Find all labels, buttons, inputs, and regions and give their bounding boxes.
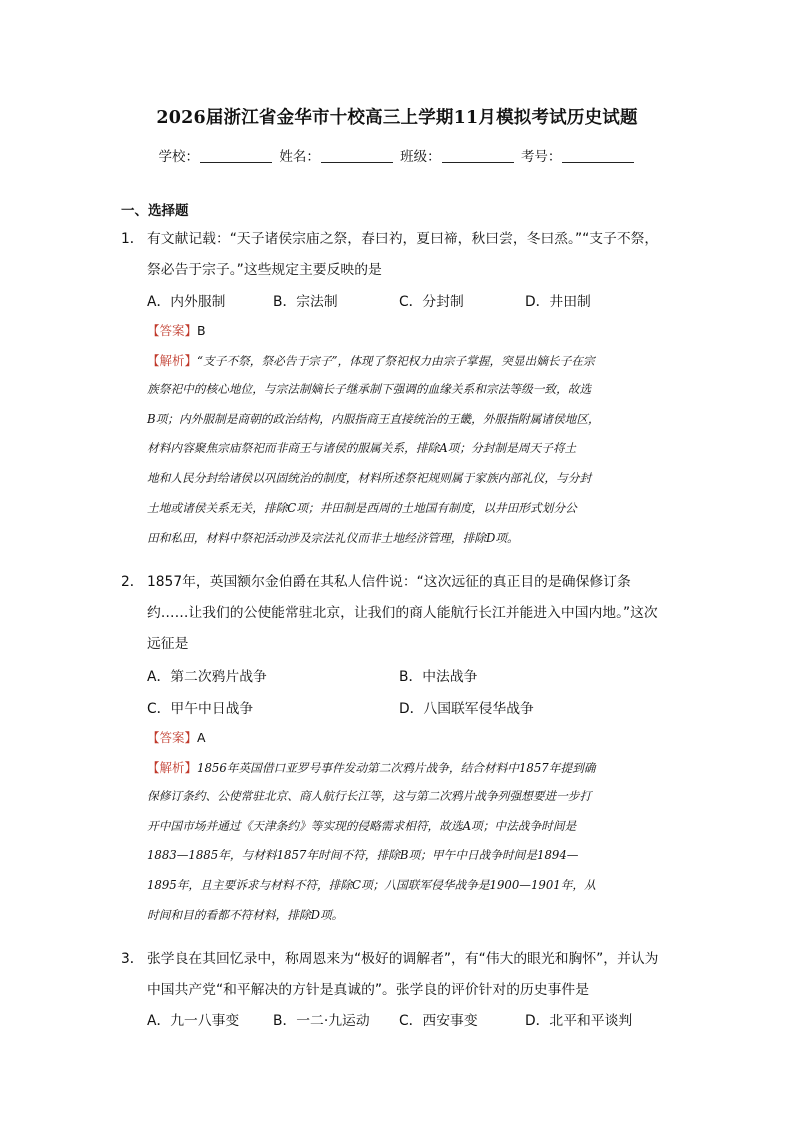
option-a: A．九一八事变: [147, 1013, 240, 1029]
question-number: 1．: [121, 231, 144, 247]
explanation-block: [147, 758, 681, 937]
explain-line: 材料内容聚焦宗庙祭祀而非商王与诸侯的服属关系，排除A项；分封制是周天子将土: [147, 441, 577, 456]
number-blank: [562, 149, 634, 163]
name-label: 姓名：: [279, 149, 320, 165]
question-number: 2．: [121, 574, 144, 590]
explain-line: 田和私田，材料中祭祀活动涉及宗法礼仪而非土地经济管理，排除D项。: [147, 530, 519, 545]
answer-value: B: [197, 323, 206, 338]
option-b: B．中法战争: [399, 669, 478, 685]
class-blank: [442, 149, 514, 163]
student-info-row: [0, 145, 794, 165]
name-blank: [321, 149, 393, 163]
explain-line: B项；内外服制是商朝的政治结构，内服指商王直接统治的王畿，外服指附属诸侯地区，: [147, 411, 600, 426]
explanation-block: [147, 351, 681, 560]
question-stem: [147, 567, 687, 660]
stem-line: 约……让我们的公使能常驻北京，让我们的商人能航行长江并能进入中国内地。”这次: [147, 605, 658, 621]
question-stem: [147, 224, 687, 286]
number-label: 考号：: [520, 149, 562, 165]
option-c: C．西安事变: [399, 1013, 478, 1029]
answer-line: [147, 321, 206, 339]
answer-value: A: [197, 730, 206, 745]
explain-tag: 【解析】: [147, 760, 198, 775]
explain-line: 族祭祀中的核心地位，与宗法制嫡长子继承制下强调的血缘关系和宗法等级一致，故选: [147, 381, 592, 396]
answer-tag: 【答案】: [147, 730, 198, 745]
exam-title: 2026届浙江省金华市十校高三上学期11月模拟考试历史试题: [156, 108, 638, 128]
question-stem: [147, 944, 687, 1006]
explain-tag: 【解析】: [147, 353, 198, 368]
stem-line: 远征是: [147, 636, 189, 652]
stem-line: 1857年，英国额尔金伯爵在其私人信件说：“这次远征的真正目的是确保修订条: [147, 574, 631, 590]
explain-line: 开中国市场并通过《天津条约》等实现的侵略需求相符，故选A项；中法战争时间是: [147, 818, 577, 833]
option-a: A．内外服制: [147, 294, 226, 310]
stem-line: 祭必告于宗子。”这些规定主要反映的是: [147, 262, 382, 278]
option-b: B．宗法制: [273, 294, 338, 310]
option-c: C．分封制: [399, 294, 464, 310]
explain-line: “支子不祭，祭必告于宗子”，体现了祭祀权力由宗子掌握，突显出嫡长子在宗: [197, 354, 595, 368]
stem-line: 张学良在其回忆录中，称周恩来为“极好的调解者”，有“伟大的眼光和胸怀”，并认为: [147, 951, 659, 967]
section-heading: 一、选择题: [121, 203, 189, 219]
class-label: 班级：: [400, 149, 441, 165]
explain-line: 1856年英国借口亚罗号事件发动第二次鸦片战争，结合材料中1857年提到确: [197, 761, 596, 775]
answer-line: [147, 728, 206, 746]
explain-line: 1895年，且主要诉求与材料不符，排除C项；八国联军侵华战争是1900—1901年，从: [147, 878, 596, 893]
stem-line: 有文献记载：“天子诸侯宗庙之祭，春曰礿，夏曰禘，秋曰尝，冬曰烝。”“支子不祭，: [147, 231, 659, 247]
stem-line: 中国共产党“和平解决的方针是真诚的”。张学良的评价针对的历史事件是: [147, 982, 589, 998]
explain-line: 保修订条约、公使常驻北京、商人航行长江等，这与第二次鸦片战争列强想要进一步打: [147, 788, 592, 803]
option-c: C．甲午中日战争: [147, 701, 254, 717]
explain-line: 1883—1885年，与材料1857年时间不符，排除B项；甲午中日战争时间是1894—: [147, 848, 579, 863]
question-number: 3．: [121, 951, 144, 967]
school-label: 学校：: [158, 149, 200, 165]
answer-tag: 【答案】: [147, 323, 198, 338]
school-blank: [200, 149, 272, 163]
option-a: A．第二次鸦片战争: [147, 669, 267, 685]
explain-line: 地和人民分封给诸侯以巩固统治的制度，材料所述祭祀规则属于家族内部礼仪，与分封: [147, 471, 592, 486]
option-d: D．北平和平谈判: [525, 1013, 633, 1029]
option-b: B．一二·九运动: [273, 1013, 370, 1029]
option-d: D．井田制: [525, 294, 591, 310]
explain-line: 土地或诸侯关系无关，排除C项；井田制是西周的土地国有制度，以井田形式划分公: [147, 500, 577, 515]
explain-line: 时间和目的看都不符材料，排除D项。: [147, 907, 344, 922]
option-d: D．八国联军侵华战争: [399, 701, 534, 717]
